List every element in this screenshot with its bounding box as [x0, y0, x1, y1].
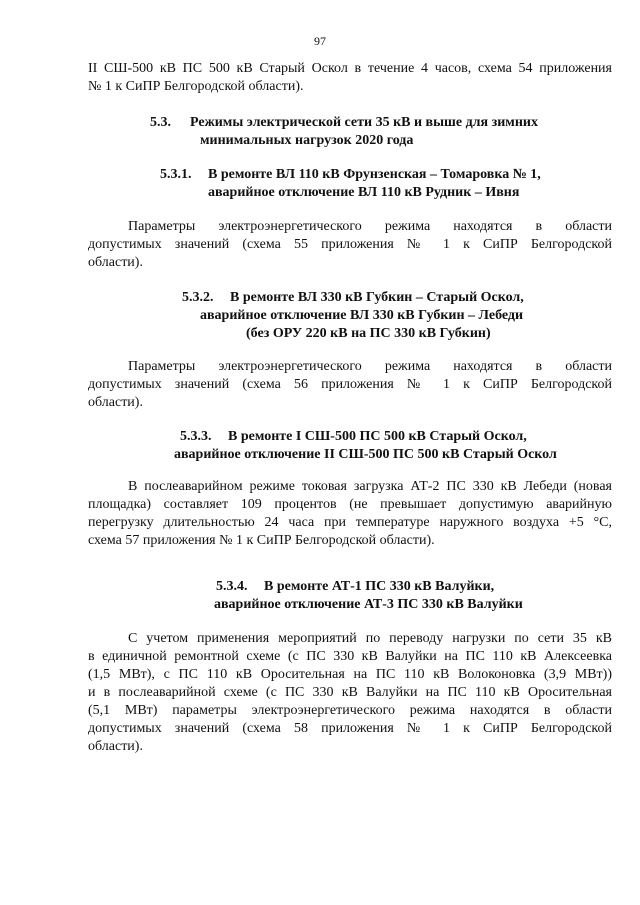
- section-number: 5.3.2.: [182, 290, 214, 305]
- section-title: В ремонте I СШ-500 ПС 500 кВ Старый Оскол,: [228, 429, 527, 444]
- section-title: (без ОРУ 220 кВ на ПС 330 кВ Губкин): [246, 326, 491, 341]
- body-line: схема 57 приложения № 1 к СиПР Белгородской области).: [88, 533, 435, 548]
- section-title: аварийное отключение ВЛ 110 кВ Рудник – Ивня: [208, 185, 520, 200]
- page-number: 97: [314, 34, 326, 48]
- intro-line: № 1 к СиПР Белгородской области).: [88, 79, 304, 94]
- section-5-3-3-heading: [88, 428, 612, 464]
- section-number: 5.3.1.: [160, 167, 192, 182]
- section-5-3-4-heading: [88, 578, 612, 614]
- section-title: Режимы электрической сети 35 кВ и выше для зимних: [190, 115, 538, 130]
- intro-line: II СШ-500 кВ ПС 500 кВ Старый Оскол в течение 4 часов, схема 54 приложения: [88, 61, 612, 76]
- section-5-3-3-body: [88, 478, 612, 550]
- body-line: и в послеаварийной схеме (с ПС 330 кВ Валуйки на ПС 110 кВ Оросительная: [88, 685, 612, 700]
- section-5-3-1-body: [88, 218, 612, 272]
- intro-paragraph: [88, 60, 612, 96]
- section-5-3-2-heading: [88, 289, 612, 343]
- body-line: площадка) составляет 109 процентов (не превышает допустимую аварийную: [88, 497, 612, 512]
- body-line: (1,5 МВт), с ПС 110 кВ Оросительная на ПС 110 кВ Волоконовка (3,9 МВт)): [88, 667, 612, 682]
- body-line: перегрузку длительностью 24 часа при температуре наружного воздуха +5 °С,: [88, 515, 612, 530]
- body-line: области).: [88, 739, 143, 754]
- section-5-3-2-body: [88, 358, 612, 412]
- body-line: в единичной ремонтной схеме (с ПС 330 кВ Валуйки на ПС 110 кВ Алексеевка: [88, 649, 612, 664]
- section-title: В ремонте ВЛ 330 кВ Губкин – Старый Оскол,: [230, 290, 524, 305]
- section-title: минимальных нагрузок 2020 года: [200, 133, 414, 148]
- section-number: 5.3.4.: [216, 579, 248, 594]
- body-line: (5,1 МВт) параметры электроэнергетического режима находятся в области: [88, 703, 612, 718]
- body-line: С учетом применения мероприятий по переводу нагрузки по сети 35 кВ: [128, 631, 612, 646]
- section-title: аварийное отключение ВЛ 330 кВ Губкин – Лебеди: [200, 308, 524, 323]
- body-line: допустимых значений (схема 55 приложения № 1 к СиПР Белгородской: [88, 237, 612, 252]
- body-line: Параметры электроэнергетического режима находятся в области: [128, 219, 612, 234]
- section-5-3-4-body: [88, 630, 612, 756]
- section-title: В ремонте АТ-1 ПС 330 кВ Валуйки,: [264, 579, 495, 594]
- body-line: В послеаварийном режиме токовая загрузка АТ-2 ПС 330 кВ Лебеди (новая: [128, 479, 612, 494]
- section-5-3-heading: [88, 114, 612, 150]
- body-line: допустимых значений (схема 56 приложения № 1 к СиПР Белгородской: [88, 377, 612, 392]
- section-title: аварийное отключение II СШ-500 ПС 500 кВ Старый Оскол: [174, 447, 557, 462]
- section-title: аварийное отключение АТ-3 ПС 330 кВ Валуйки: [214, 597, 523, 612]
- body-line: допустимых значений (схема 58 приложения № 1 к СиПР Белгородской: [88, 721, 612, 736]
- body-line: области).: [88, 255, 143, 270]
- section-title: В ремонте ВЛ 110 кВ Фрунзенская – Томаровка № 1,: [208, 167, 541, 182]
- body-line: области).: [88, 395, 143, 410]
- section-number: 5.3.3.: [180, 429, 212, 444]
- body-line: Параметры электроэнергетического режима находятся в области: [128, 359, 612, 374]
- section-number: 5.3.: [150, 115, 171, 130]
- section-5-3-1-heading: [88, 166, 612, 202]
